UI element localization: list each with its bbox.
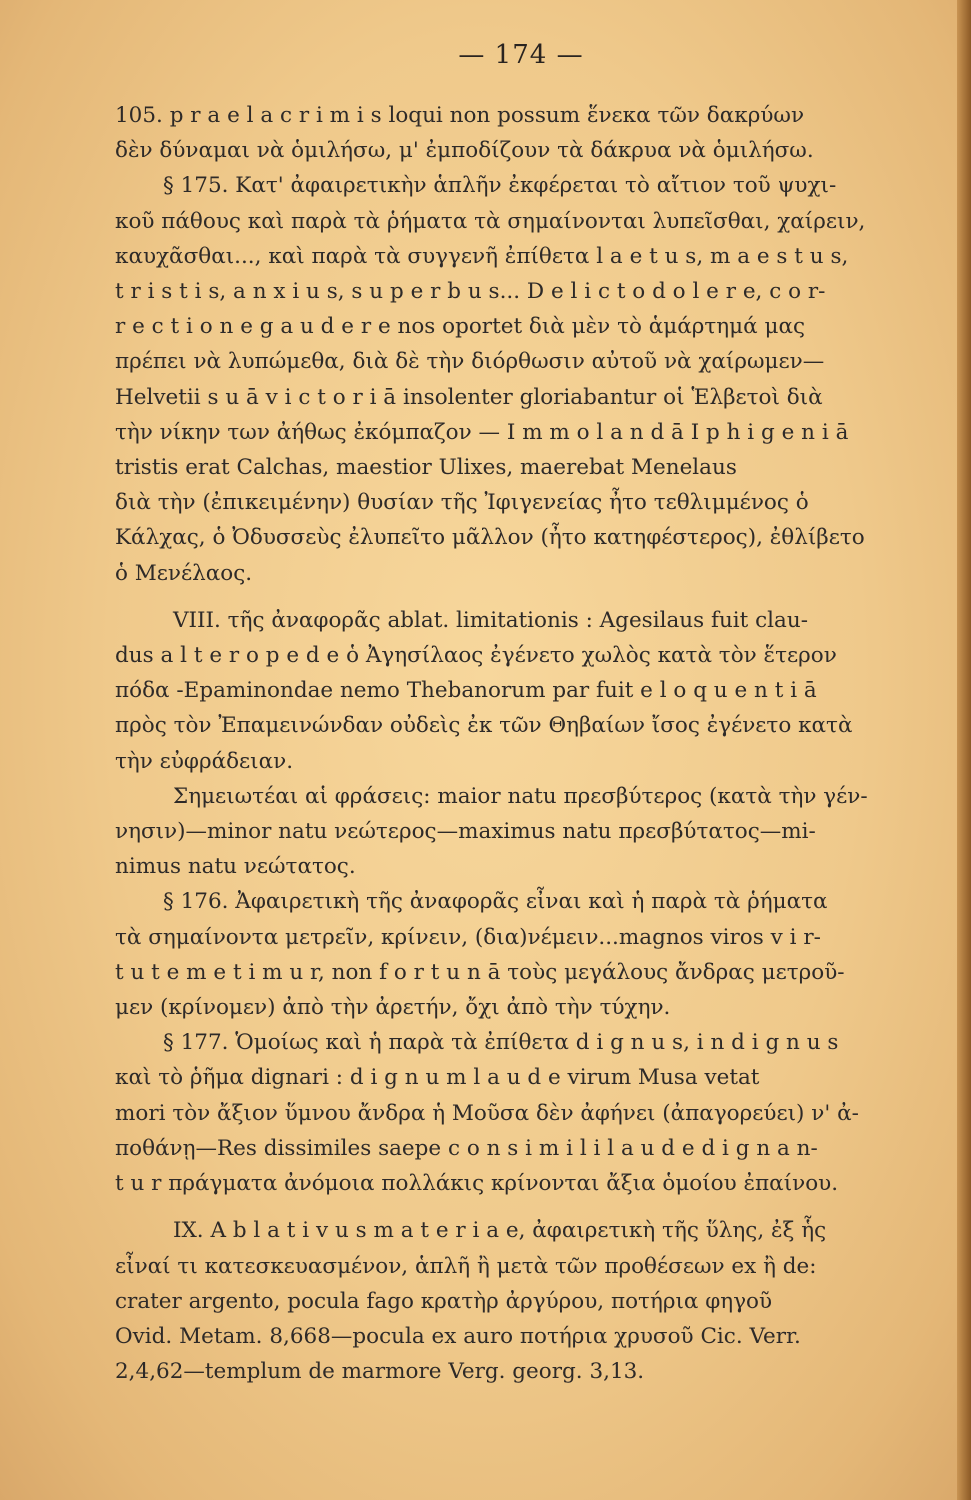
text-line: Κάλχας, ὁ Ὀδυσσεὺς ἐλυπεῖτο μᾶλλον (ἦτο κατηφέστερος), ἐθλίβετο	[115, 525, 865, 551]
text-line: r e c t i o n e g a u d e r e nos oportet διὰ μὲν τὸ ἁμάρτημά μας	[115, 314, 806, 340]
text-line: crater argento, pocula fago κρατὴρ ἀργύρου, ποτήρια φηγοῦ	[115, 1288, 773, 1314]
text-line: ποθάνῃ—Res dissimiles saepe c o n s i m i l i l a u d e d i g n a n-	[115, 1135, 818, 1161]
text-line: VIII. τῆς ἀναφορᾶς ablat. limitationis : Agesilaus fuit clau-	[173, 607, 808, 633]
text-line: t r i s t i s, a n x i u s, s u p e r b u s... D e l i c t o d o l e r e, c o r-	[115, 279, 826, 305]
text-line: t u r πράγματα ἀνόμοια πολλάκις κρίνονται ἄξια ὁμοίου ἐπαίνου.	[115, 1171, 839, 1197]
text-line: κοῦ πάθους καὶ παρὰ τὰ ῥήματα τὰ σημαίνονται λυπεῖσθαι, χαίρειν,	[115, 208, 866, 234]
text-line: δὲν δύναμαι νὰ ὁμιλήσω, μ' ἐμποδίζουν τὰ δάκρυα νὰ ὁμιλήσω.	[115, 138, 814, 164]
text-line: Helvetii s u ā v i c t o r i ā insolenter gloriabantur οἱ Ἑλβετοὶ διὰ	[115, 384, 823, 410]
page-number: — 174 —	[458, 40, 584, 70]
text-line: Ovid. Metam. 8,668—pocula ex auro ποτήρια χρυσοῦ Cic. Verr.	[115, 1323, 801, 1349]
text-line: πόδα -Epaminondae nemo Thebanorum par fuit e l o q u e n t i ā	[115, 678, 817, 704]
text-line: ὁ Μενέλαος.	[115, 560, 253, 586]
text-line: nimus natu νεώτατος.	[115, 854, 356, 880]
text-line: τὴν εὐφράδειαν.	[115, 748, 294, 774]
text-line: τὴν νίκην των ἀήθως ἐκόμπαζον — I m m o l a n d ā I p h i g e n i ā	[115, 419, 849, 445]
text-line: 105. p r a e l a c r i m i s loqui non possum ἕνεκα τῶν δακρύων	[115, 103, 805, 128]
text-line: πρὸς τὸν Ἐπαμεινώνδαν οὐδεὶς ἐκ τῶν Θηβαίων ἴσος ἐγένετο κατὰ	[115, 713, 853, 739]
text-line: 2,4,62—templum de marmore Verg. georg. 3,13.	[115, 1359, 645, 1385]
page-edge	[957, 0, 971, 1500]
text-line: καὶ τὸ ῥῆμα dignari : d i g n u m l a u d e virum Musa vetat	[115, 1065, 760, 1091]
text-line: πρέπει νὰ λυπώμεθα, διὰ δὲ τὴν διόρθωσιν αὐτοῦ νὰ χαίρωμεν—	[115, 349, 825, 375]
text-line: § 175. Κατ' ἀφαιρετικὴν ἁπλῆν ἐκφέρεται τὸ αἴτιον τοῦ ψυχι-	[163, 173, 837, 199]
page-text	[115, 98, 950, 1389]
text-line: tristis erat Calchas, maestior Ulixes, maerebat Menelaus	[115, 455, 737, 481]
text-line: νησιν)—minor natu νεώτερος—maximus natu πρεσβύτατος—mi-	[115, 819, 816, 845]
text-line: Σημειωτέαι αἱ φράσεις: maior natu πρεσβύτερος (κατὰ τὴν γέν-	[173, 783, 868, 809]
text-line: dus a l t e r o p e d e ὁ Ἀγησίλαος ἐγένετο χωλὸς κατὰ τὸν ἕτερον	[115, 643, 837, 669]
text-line: mori τὸν ἄξιον ὕμνου ἄνδρα ἡ Μοῦσα δὲν ἀφήνει (ἀπαγορεύει) ν' ἀ-	[115, 1100, 859, 1126]
text-line: εἶναί τι κατεσκευασμένον, ἁπλῆ ἢ μετὰ τῶν προθέσεων ex ἢ de:	[115, 1253, 817, 1279]
text-line: καυχᾶσθαι..., καὶ παρὰ τὰ συγγενῆ ἐπίθετα l a e t u s, m a e s t u s,	[115, 243, 849, 269]
text-line: τὰ σημαίνοντα μετρεῖν, κρίνειν, (δια)νέμειν...magnos viros v i r-	[115, 924, 821, 950]
text-line: μεν (κρίνομεν) ἀπὸ τὴν ἀρετήν, ὄχι ἀπὸ τὴν τύχην.	[115, 995, 671, 1021]
text-line: § 177. Ὁμοίως καὶ ἡ παρὰ τὰ ἐπίθετα d i g n u s, i n d i g n u s	[163, 1030, 839, 1056]
text-line: t u t e m e t i m u r, non f o r t u n ā τοὺς μεγάλους ἄνδρας μετροῦ-	[115, 959, 845, 985]
text-line: IX. A b l a t i v u s m a t e r i a e, ἀφαιρετικὴ τῆς ὕλης, ἐξ ἧς	[173, 1218, 827, 1244]
text-line: διὰ τὴν (ἐπικειμένην) θυσίαν τῆς Ἰφιγενείας ἦτο τεθλιμμένος ὁ	[115, 490, 809, 516]
text-line: § 176. Ἀφαιρετικὴ τῆς ἀναφορᾶς εἶναι καὶ ἡ παρὰ τὰ ῥήματα	[163, 889, 828, 915]
